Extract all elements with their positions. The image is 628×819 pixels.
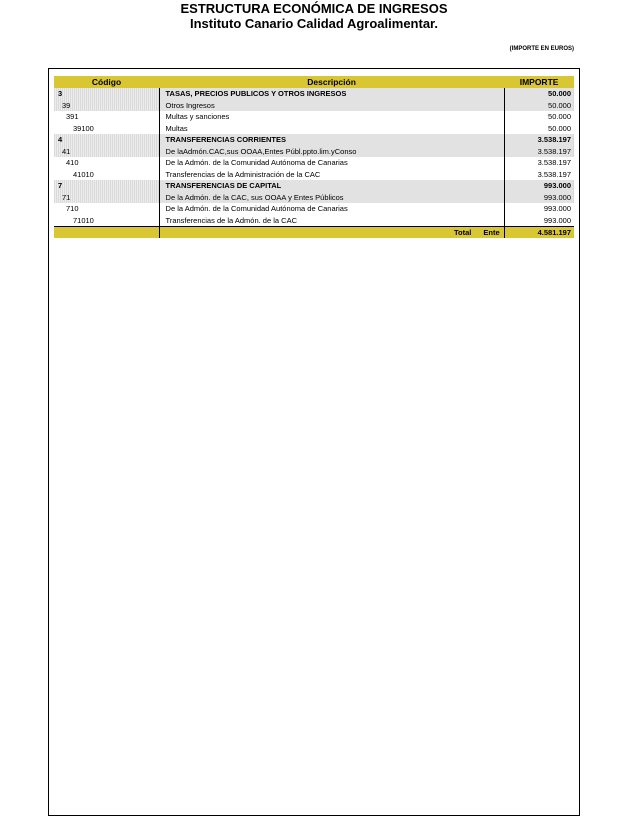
row-amount: 3.538.197 [537, 158, 571, 168]
row-description: TASAS, PRECIOS PUBLICOS Y OTROS INGRESOS [159, 88, 504, 100]
units-note: (IMPORTE EN EUROS) [509, 46, 574, 52]
column-header-description: Descripción [159, 76, 504, 88]
table-row [54, 169, 574, 181]
row-description: De la Admón. de la Comunidad Autónoma de Canarias [159, 203, 504, 215]
total-entity-label: Ente [483, 228, 500, 237]
row-description: TRANSFERENCIAS CORRIENTES [159, 134, 504, 146]
table-row [54, 180, 574, 192]
page-title: ESTRUCTURA ECONÓMICA DE INGRESOS [180, 1, 448, 16]
row-code: 41 [62, 146, 71, 156]
row-amount: 50.000 [504, 100, 574, 112]
row-amount: 3.538.197 [537, 169, 571, 179]
row-code: 39 [62, 100, 71, 110]
row-code: 710 [66, 204, 79, 214]
table-row [54, 146, 574, 158]
row-description: De la Admón. de la CAC, sus OOAA y Entes Públicos [159, 192, 504, 204]
total-amount: 4.581.197 [504, 227, 574, 239]
row-amount: 3.538.197 [504, 134, 574, 146]
row-description: TRANSFERENCIAS DE CAPITAL [159, 180, 504, 192]
row-description: De laAdmón.CAC,sus OOAA,Entes Públ.ppto.lim.yConso [159, 146, 504, 158]
row-code: 7 [58, 181, 63, 191]
row-code: 71 [62, 192, 71, 202]
row-code: 3 [58, 89, 63, 99]
row-description: Otros Ingresos [159, 100, 504, 112]
row-amount: 993.000 [504, 180, 574, 192]
row-amount: 50.000 [504, 88, 574, 100]
row-amount: 50.000 [548, 112, 571, 122]
row-code: 71010 [73, 215, 94, 225]
table-row [54, 100, 574, 112]
table-row [54, 157, 574, 169]
total-row [54, 227, 574, 239]
report-frame [48, 68, 580, 816]
row-description: Multas y sanciones [159, 111, 504, 123]
row-code: 41010 [73, 169, 94, 179]
table-row [54, 192, 574, 204]
row-code: 39100 [73, 123, 94, 133]
row-amount: 50.000 [548, 123, 571, 133]
row-description: De la Admón. de la Comunidad Autónoma de Canarias [159, 157, 504, 169]
table-row [54, 123, 574, 135]
row-description: Multas [159, 123, 504, 135]
row-amount: 3.538.197 [504, 146, 574, 158]
row-code: 410 [66, 158, 79, 168]
row-amount: 993.000 [543, 215, 571, 225]
table-row [54, 203, 574, 215]
income-table [54, 76, 574, 238]
table-row [54, 111, 574, 123]
row-code: 4 [58, 135, 63, 145]
row-description: Transferencias de la Administración de la CAC [159, 169, 504, 181]
table-header-row [54, 76, 574, 88]
row-description: Transferencias de la Admón. de la CAC [159, 215, 504, 227]
table-row [54, 88, 574, 100]
column-header-code: Código [54, 76, 159, 88]
total-label: Total [454, 228, 472, 237]
table-row [54, 134, 574, 146]
row-amount: 993.000 [543, 204, 571, 214]
row-amount: 993.000 [504, 192, 574, 204]
row-code: 391 [66, 112, 79, 122]
page-subtitle: Instituto Canario Calidad Agroalimentar. [190, 16, 438, 31]
column-header-amount: IMPORTE [504, 76, 574, 88]
table-row [54, 215, 574, 227]
